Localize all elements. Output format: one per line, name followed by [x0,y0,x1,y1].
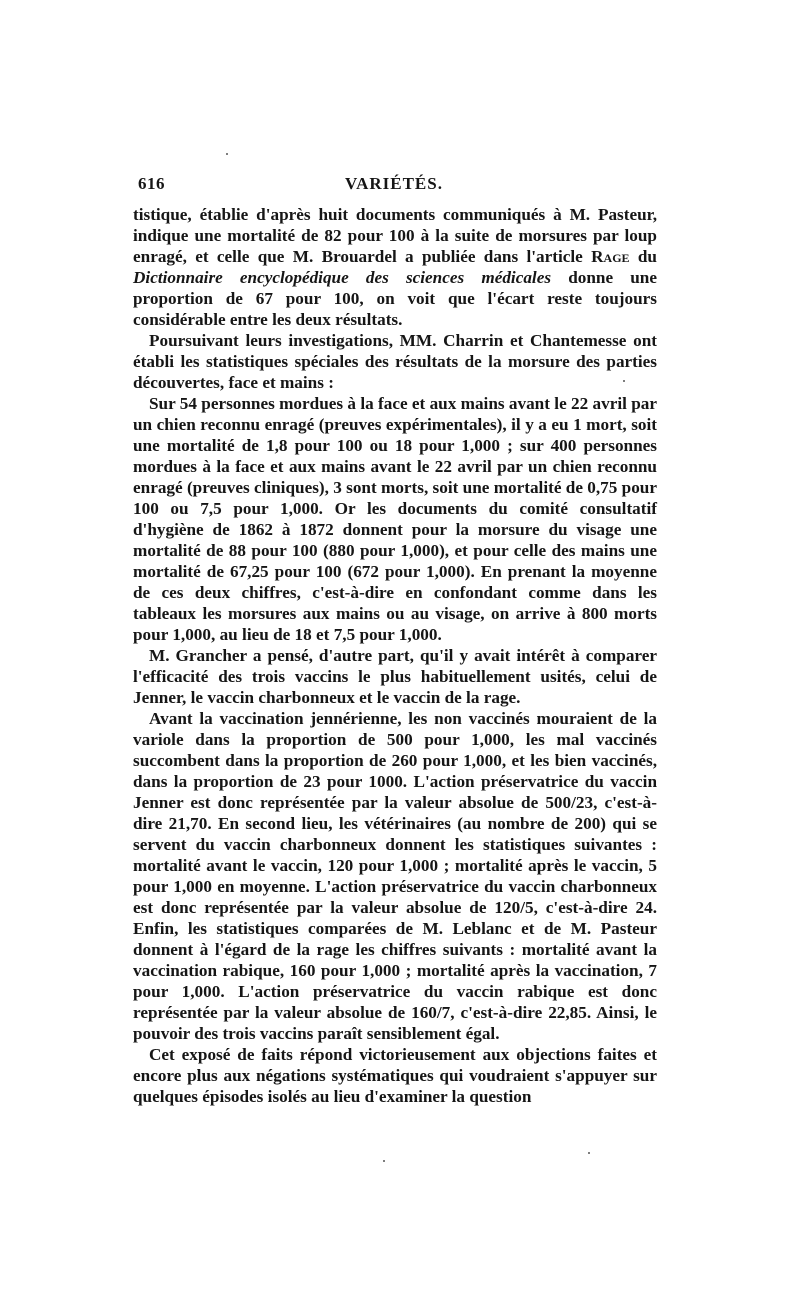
page-number: 616 [138,174,165,193]
paragraph-face-hands-statistics: Sur 54 personnes mordues à la face et aux mains avant le 22 avril par un chien reconnu enragé (preuves expérimentales), il y a eu 1 mort, soit une mortalité de 1,8 pour 100 ou 18 pour 1,000 ; sur 400 personnes mordues à la face et aux mains avant le 22 avril par un chien reconnu enragé (preuves cliniques), 3 sont morts, soit une mortalité de 0,75 pour 100 ou 7,5 pour 1,000. Or les documents du comité consultatif d'hygiène de 1862 à 1872 donnent pour la morsure du visage une mortalité de 88 pour 100 (880 pour 1,000), et pour celle des mains une mortalité de 67,25 pour 100 (672 pour 1,000). En prenant la moyenne de ces deux chiffres, c'est-à-dire en confondant comme dans les tableaux les morsures aux mains ou au visage, on arrive à 800 morts pour 1,000, au lieu de 18 et 7,5 pour 1,000. [133,394,657,644]
paper-speck [383,1160,385,1162]
paragraph-investigations: Poursuivant leurs investigations, MM. Charrin et Chantemesse ont établi les statistiques spéciales des résultats de la morsure des parties découvertes, face et mains : [133,331,657,392]
paragraph-vaccines-comparison: Avant la vaccination jennérienne, les non vaccinés mouraient de la variole dans la proportion de 500 pour 1,000, les mal vaccinés succombent dans la proportion de 260 pour 1,000, et les bien vaccinés, dans la proportion de 23 pour 1000. L'action préservatrice du vaccin Jenner est donc représentée par la valeur absolue de 500/23, c'est-à-dire 21,70. En second lieu, les vétérinaires (au nombre de 200) qui se servent du vaccin charbonneux donnent les statistiques suivantes : mortalité avant le vaccin, 120 pour 1,000 ; mortalité après le vaccin, 5 pour 1,000 en moyenne. L'action préservatrice du vaccin charbonneux est donc représentée par la valeur absolue de 120/5, c'est-à-dire 24. Enfin, les statistiques comparées de M. Leblanc et de M. Pasteur donnent à l'égard de la rage les chiffres suivants : mortalité avant la vaccination rabique, 160 pour 1,000 ; mortalité après la vaccination, 7 pour 1,000. L'action préservatrice du vaccin rabique est donc représentée par la valeur absolue de 160/7, c'est-à-dire 22,85. Ainsi, le pouvoir des trois vaccins paraît sensiblement égal. [133,709,657,1043]
paper-speck [623,380,625,382]
paragraph-text: du [629,247,657,266]
dictionary-title: Dictionnaire encyclopédique des sciences médicales [133,268,552,287]
paragraph-grancher: M. Grancher a pensé, d'autre part, qu'il y avait intérêt à comparer l'efficacité des trois vaccins le plus habituellement usités, celui de Jenner, le vaccin charbonneux et le vaccin de la rage. [133,646,657,707]
section-title: VARIÉTÉS. [345,174,443,193]
article-title-smallcaps: Rage [591,247,630,266]
paragraph-statistics-comparison [133,204,657,330]
paper-speck [588,1152,590,1154]
body-text [133,204,657,1107]
paragraph-text: donne une proportion de 67 pour 100, on voit que l'écart reste toujours considérable entre les deux résultats. [133,268,657,329]
paragraph-conclusion: Cet exposé de faits répond victorieusement aux objections faites et encore plus aux négations systématiques qui voudraient s'appuyer sur quelques épisodes isolés au lieu d'examiner la question [133,1045,657,1106]
paragraph-text: tistique, établie d'après huit documents communiqués à M. Pasteur, indique une mortalité de 82 pour 100 à la suite de morsures par loup enragé, et celle que M. Brouardel a publiée dans l'article [133,205,657,266]
running-head [130,174,658,198]
paper-speck [226,153,228,155]
